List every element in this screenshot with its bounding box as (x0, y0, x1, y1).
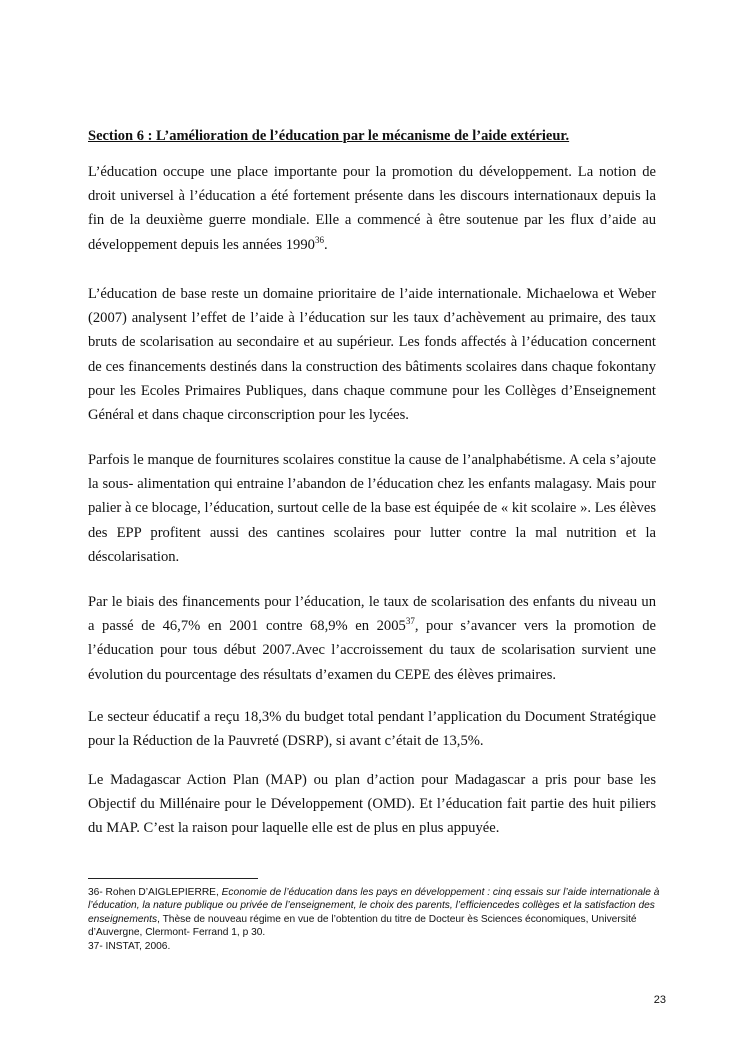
paragraph-4-text-a: Par le biais des financements pour l’éducation, le taux de scolarisation des enfants du niveau un a passé de 46,7% en 2001 contre 68,9% en 2005 (88, 594, 656, 635)
paragraph-4 (88, 590, 656, 687)
footnote-ref-36[interactable]: 36 (314, 234, 324, 245)
paragraph-1-text: L’éducation occupe une place importante pour la promotion du développement. La notion de droit universel à l’éducation a été fortement présente dans les discours internationaux depuis la fin de la deuxième guerre mondiale. Elle a commencé à être soutenue par les flux d’aide au développement depuis les années 1990 (88, 164, 656, 253)
paragraph-3: Parfois le manque de fournitures scolaires constitue la cause de l’analphabétisme. A cela s’ajoute la sous- alimentation qui entraine l’abandon de l’éducation chez les enfants malagasy. Mais pour palier à ce blocage, l’éducation, surtout celle de la base est équipée de « kit scolaire ». Les élèves des EPP profitent aussi des cantines scolaires pour lutter contre la mal nutrition et la déscolarisation. (88, 452, 656, 565)
footnote-36-lead: 36- Rohen D’AIGLEPIERRE, (88, 887, 222, 898)
paragraph-4-text-b: , pour s’avancer vers la promotion de l’éducation pour tous début 2007.Avec l’accroissement du taux de scolarisation survient une évolution du pourcentage des résultats d’examen du CEPE des élèves primaires. (88, 618, 656, 683)
paragraph-6: Le Madagascar Action Plan (MAP) ou plan d’action pour Madagascar a pris pour base les Objectif du Millénaire pour le Développement (OMD). Et l’éducation fait partie des huit piliers du MAP. C’est la raison pour laquelle elle est de plus en plus appuyée. (88, 772, 656, 837)
footnote-36-title: Economie de l’éducation dans les pays en développement : cinq essais sur l’aide internationale à l’éducation, la nature publique ou privée de l’enseignement, le choix des parents, l’efficiencedes collèges et la satisfaction des enseignements (88, 887, 660, 925)
paragraph-1-tail: . (323, 236, 328, 253)
paragraph-5: Le secteur éducatif a reçu 18,3% du budget total pendant l’application du Document Stratégique pour la Réduction de la Pauvreté (DSRP), si avant c’était de 13,5%. (88, 709, 656, 750)
section-heading: Section 6 : L’amélioration de l’éducation par le mécanisme de l’aide extérieur. (88, 128, 570, 144)
paragraph-1 (88, 160, 656, 257)
page-number: 23 (653, 994, 666, 1006)
footnote-36-rest: , Thèse de nouveau régime en vue de l’obtention du titre de Docteur ès Sciences économiques, Université d’Auvergne, Clermont- Ferrand 1, p 30. (88, 913, 637, 939)
footnote-36 (88, 886, 688, 940)
footnote-ref-37[interactable]: 37 (405, 616, 415, 627)
footnote-divider (88, 878, 258, 879)
paragraph-2: L’éducation de base reste un domaine prioritaire de l’aide internationale. Michaelowa et Weber (2007) analysent l’effet de l’aide à l’éducation sur les taux d’achèvement au primaire, des taux bruts de scolarisation au secondaire et au supérieur. Les fonds affectés à l’éducation concernent de ces financements destinés dans la construction des bâtiments scolaires dans chaque fokontany pour les Ecoles Primaires Publiques, dans chaque commune pour les Collèges d’Enseignement Général et dans chaque circonscription pour les lycées. (88, 286, 656, 424)
footnote-37: 37- INSTAT, 2006. (88, 941, 171, 952)
